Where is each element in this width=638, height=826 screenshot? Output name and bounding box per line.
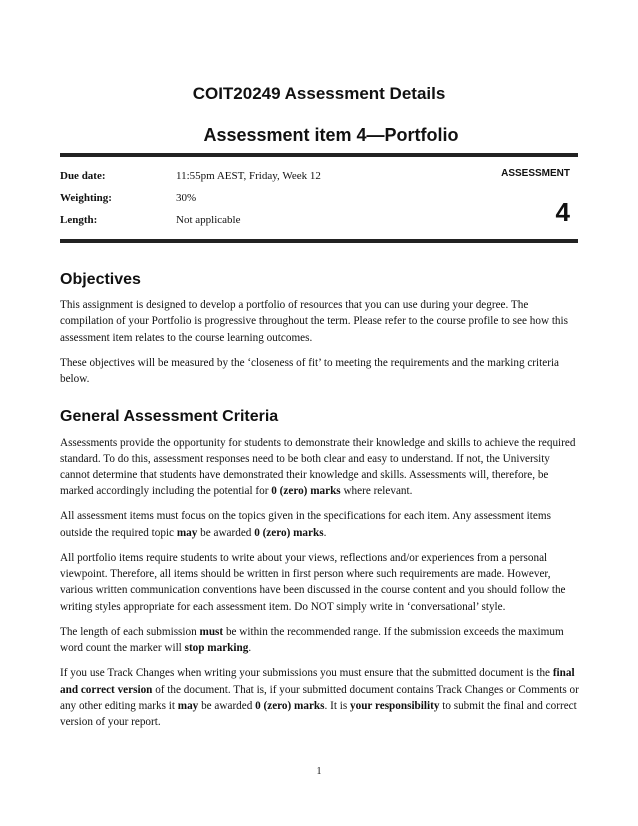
criteria-paragraph-3: All portfolio items require students to write about your views, reflections and/or experiences from a personal viewpoint. Therefore, all items should be written in first person where such requirements are made. However, various written communication conventions have been discussed in the course content and you should follow the writing styles appropriate for each assessment item. Do NOT simply write in ‘conversational’ style. [60,551,566,613]
assessment-number: 4 [555,197,570,227]
document-body [60,268,580,739]
objectives-heading: Objectives [60,271,141,288]
criteria-paragraph-1 [60,435,580,500]
bold-run: may [177,699,199,712]
length-value: Not applicable [176,214,241,226]
text-run: If you use Track Changes when writing your submissions you must ensure that the submitted document is the [60,667,553,680]
text-run: be awarded [198,699,256,712]
weighting-label: Weighting: [60,192,112,204]
due-date-label: Due date: [60,170,106,182]
course-title: COIT20249 Assessment Details [192,84,446,103]
bold-run: final and correct version [60,667,575,696]
weighting-value: 30% [176,192,197,204]
assessment-label: ASSESSMENT [501,168,570,179]
bold-run: your responsibility [350,699,440,712]
bold-run: stop marking [184,642,249,655]
bold-run: 0 (zero) marks [271,485,341,498]
text-run: of the document. That is, if your submitted document contains Track Changes or Comments or any other editing marks it [60,683,579,712]
text-run: . [323,526,327,539]
text-run: be awarded [197,526,255,539]
length-label: Length: [60,214,98,226]
text-run: All assessment items must focus on the topics given in the specifications for each item. Any assessment items outside the required topic [60,510,551,539]
bold-run: 0 (zero) marks [254,526,324,539]
criteria-paragraph-4 [60,624,580,656]
objectives-paragraph-1: This assignment is designed to develop a portfolio of resources that you can use during your degree. The compilation of your Portfolio is progressive throughout the term. Please refer to the course profile to see how this assessment item relates to the course learning outcomes. [60,299,568,344]
due-date-value: 11:55pm AEST, Friday, Week 12 [176,170,321,182]
text-run: The length of each submission [60,625,200,638]
bold-run: may [176,526,198,539]
criteria-paragraph-2 [60,508,580,540]
top-rule [60,153,578,157]
text-run: . [248,642,252,655]
bold-run: must [199,625,224,638]
bold-run: 0 (zero) marks [255,699,325,712]
text-run: . It is [324,699,350,712]
text-run: Assessments provide the opportunity for students to demonstrate their knowledge and skills to achieve the required standard. To do this, assessment responses need to be both clear and easy to understand. If not, the University cannot determine that students have demonstrated their knowledge and skills. Assessments will, therefore, be marked accordingly including the potential for [60,436,576,498]
criteria-heading: General Assessment Criteria [60,408,279,426]
objectives-paragraph-2: These objectives will be measured by the ‘closeness of fit’ to meeting the requirements and the marking criteria below. [60,356,560,386]
bottom-rule [60,239,578,243]
text-run: be within the recommended range. If the submission exceeds the maximum word count the marker will [60,625,564,655]
page-number: 1 [316,766,322,777]
text-run: to submit the final and correct version of your report. [60,699,577,729]
assessment-item-title: Assessment item 4—Portfolio [203,125,459,145]
criteria-paragraph-5 [60,665,580,730]
text-run: where relevant. [340,485,413,498]
assessment-details-table [60,153,578,243]
